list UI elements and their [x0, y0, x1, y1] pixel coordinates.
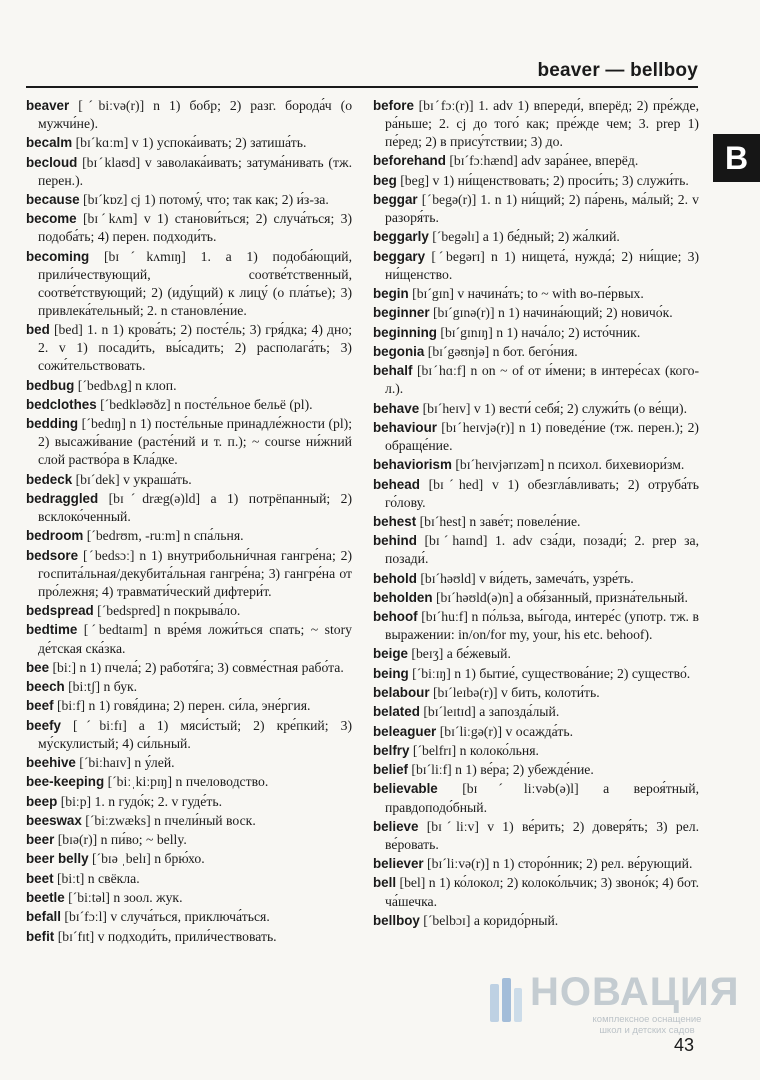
- dictionary-entry: [26, 889, 352, 907]
- entry-headword: bedclothes: [26, 397, 97, 412]
- entry-transcription: [ˊbedtaɪm]: [83, 622, 148, 638]
- entry-definition: v бить, колоти́ть.: [501, 685, 600, 701]
- dictionary-entry: [26, 678, 352, 696]
- entry-transcription: [bɪˊfɔː(r)]: [418, 98, 474, 113]
- entry-definition: 1. adv 1) впереди́, вперёд; 2) пре́жде, ра́ньше; 2. cj до того́ как; пре́жде чем; 3. prep 1) пе́ред; 2) в прису́тствии; 3) до.: [385, 98, 700, 150]
- dictionary-entry: [26, 697, 352, 715]
- entry-headword: befit: [26, 928, 55, 944]
- right-column: [373, 97, 699, 931]
- dictionary-entry: [26, 621, 352, 657]
- entry-headword: beefy: [26, 717, 61, 733]
- dictionary-entry: [26, 97, 352, 133]
- entry-definition: n брю́хо.: [154, 851, 205, 867]
- entry-transcription: [bɪˊleɪtɪd]: [423, 704, 476, 720]
- entry-transcription: [bɪˊliːf]: [411, 762, 452, 778]
- dictionary-entry: [26, 602, 352, 620]
- watermark-tagline: [532, 1014, 760, 1036]
- entry-transcription: [biː]: [52, 659, 77, 675]
- watermark: [480, 972, 760, 1060]
- entry-transcription: [bɪˊhɑːf]: [417, 363, 466, 379]
- entry-definition: v 1) успока́ивать; 2) затиша́ть.: [131, 135, 307, 151]
- entry-definition: a коридо́рный.: [473, 912, 559, 928]
- entry-transcription: [bɪˊgɪnə(r)]: [432, 305, 495, 321]
- dictionary-entry: [26, 321, 352, 375]
- entry-headword: beer belly: [26, 851, 89, 867]
- entry-definition: v случа́ться, приключа́ться.: [110, 909, 270, 925]
- entry-definition: n покрыва́ло.: [163, 603, 241, 619]
- dictionary-entry: [26, 659, 352, 677]
- entry-definition: adv зара́нее, вперёд.: [521, 153, 639, 169]
- entry-definition: 1. adv сза́ди, позади́; 2. prep за, позади́.: [385, 533, 700, 567]
- entry-definition: n on ~ of от и́мени; в интере́сах (кого-л.).: [385, 363, 700, 397]
- entry-definition: v 1) ни́щенствовать; 2) проси́ть; 3) служи́ть.: [432, 172, 689, 188]
- entry-headword: bedding: [26, 416, 79, 432]
- entry-definition: n клоп.: [135, 377, 177, 393]
- entry-transcription: [bɪˊkʌm]: [82, 211, 138, 227]
- watermark-line-1: комплексное оснащение: [592, 1014, 702, 1025]
- entry-definition: n бук.: [103, 679, 138, 695]
- entry-headword: behalf: [373, 363, 413, 379]
- entry-headword: beeswax: [26, 812, 82, 828]
- entry-transcription: [ˊbiːˌkiːpɪŋ]: [107, 774, 173, 790]
- entry-transcription: [ˊbelfrɪ]: [412, 742, 457, 758]
- dictionary-entry: [373, 608, 699, 644]
- entry-transcription: [ˊbelbɔɪ]: [423, 912, 471, 928]
- dictionary-entry: [26, 812, 352, 830]
- dictionary-entry: [373, 324, 699, 342]
- dictionary-entry: [373, 343, 699, 361]
- entry-definition: n 1) сторо́нник; 2) рел. ве́рующий.: [492, 856, 693, 872]
- entry-definition: 1. n гудо́к; 2. v гуде́ть.: [94, 793, 222, 809]
- entry-headword: beggarly: [373, 229, 429, 245]
- entry-headword: become: [26, 211, 77, 227]
- entry-headword: bedsore: [26, 547, 79, 563]
- entry-headword: before: [373, 98, 414, 113]
- entry-transcription: [ˊbiːhaɪv]: [79, 755, 131, 771]
- watermark-line-2: школ и детских садов: [599, 1025, 695, 1036]
- entry-headword: becoming: [26, 248, 90, 264]
- dictionary-entry: [26, 377, 352, 395]
- dictionary-entry: [26, 773, 352, 791]
- entry-transcription: [bɪə(r)]: [57, 832, 98, 848]
- entry-transcription: [bɪˊhest]: [419, 513, 466, 529]
- entry-definition: a 1) потрёпанный; 2) всклоко́ченный.: [38, 491, 352, 525]
- entry-headword: bedeck: [26, 471, 73, 487]
- entry-headword: beggar: [373, 192, 418, 208]
- dictionary-entry: [26, 210, 352, 246]
- entry-definition: n психол. бихевиори́зм.: [547, 457, 685, 473]
- entry-headword: bedspread: [26, 603, 94, 619]
- entry-definition: n пчели́ный воск.: [154, 812, 256, 828]
- entry-transcription: [ˊbedsɔː]: [82, 547, 135, 563]
- entry-headword: believable: [373, 781, 438, 797]
- dictionary-entry: [26, 908, 352, 926]
- dictionary-entry: [373, 419, 699, 455]
- entry-transcription: [bɪˊliːgə(r)]: [439, 723, 503, 739]
- entry-headword: belfry: [373, 742, 410, 758]
- dictionary-entry: [373, 285, 699, 303]
- page-number: 43: [673, 1035, 694, 1055]
- entry-transcription: [bɪˊdræg(ə)ld]: [108, 491, 201, 507]
- dictionary-entry: [373, 780, 699, 816]
- entry-transcription: [bɪˊleɪbə(r)]: [432, 685, 498, 701]
- entry-headword: beleaguer: [373, 723, 437, 739]
- dictionary-entry: [373, 456, 699, 474]
- entry-transcription: [ˊbegəlɪ]: [432, 229, 480, 245]
- entry-headword: bellboy: [373, 912, 420, 928]
- entry-transcription: [ˊbegə(r)]: [421, 192, 477, 208]
- entry-transcription: [bɪˊkɑːm]: [75, 135, 129, 151]
- entry-transcription: [bɪˊhaɪnd]: [424, 533, 488, 549]
- entry-headword: beef: [26, 698, 54, 714]
- entry-transcription: [bɪˊgəʊnjə]: [427, 343, 490, 359]
- entry-definition: n свёкла.: [87, 870, 140, 886]
- entry-definition: a запозда́лый.: [479, 704, 560, 720]
- entry-transcription: [bɪˊfɔːhænd]: [449, 153, 518, 169]
- entry-headword: beep: [26, 793, 58, 809]
- entry-definition: a обя́занный, призна́тельный.: [516, 589, 688, 605]
- entry-transcription: [ˊbiːzwæks]: [85, 812, 151, 828]
- entry-definition: n посте́льное бельё (pl).: [174, 397, 313, 412]
- entry-definition: v ви́деть, замеча́ть, узре́ть.: [479, 570, 634, 586]
- entry-definition: n у́лей.: [134, 755, 175, 771]
- entry-definition: n 1) ко́локол; 2) колоко́льчик; 3) звоно́к; 4) бот. ча́шечка.: [385, 875, 700, 909]
- entry-transcription: [bɪˊheɪvjərɪzəm]: [455, 457, 545, 473]
- dictionary-entry: [373, 152, 699, 170]
- dictionary-entry: [373, 228, 699, 246]
- entry-headword: bee-keeping: [26, 774, 105, 790]
- entry-headword: behead: [373, 476, 420, 492]
- entry-transcription: [bed]: [53, 322, 83, 338]
- entry-definition: n 1) нищета́, нужда́; 2) ни́щие; 3) ни́щенство.: [385, 248, 700, 282]
- entry-headword: beetle: [26, 890, 65, 905]
- entry-definition: n пи́во; ~ belly.: [100, 832, 187, 848]
- dictionary-entry: [26, 717, 352, 753]
- dictionary-entry: [26, 754, 352, 772]
- dictionary-entry: [373, 97, 699, 151]
- entry-definition: v украша́ть.: [123, 471, 192, 487]
- entry-headword: behave: [373, 400, 420, 416]
- entry-headword: behind: [373, 533, 417, 549]
- dictionary-entry: [373, 362, 699, 398]
- entry-definition: n зоол. жук.: [113, 890, 183, 905]
- dictionary-entry: [373, 191, 699, 227]
- dictionary-entry: [26, 928, 352, 946]
- dictionary-entry: [26, 396, 352, 414]
- entry-definition: v 1) обезгла́вливать; 2) отруба́ть го́лову.: [385, 476, 699, 510]
- entry-transcription: [biːtʃ]: [68, 679, 101, 695]
- entry-definition: n 1) посте́льные принадле́жности (pl); 2) высажи́вание (расте́ний и т. п.); ~ course ни́жний слой раство́ра в Кла́дке.: [38, 416, 353, 468]
- entry-definition: a вероя́тный, правдоподо́бный.: [385, 781, 699, 815]
- dictionary-entry: [26, 831, 352, 849]
- entry-transcription: [beɪʒ]: [411, 646, 444, 662]
- entry-transcription: [bɪˊdek]: [75, 471, 120, 487]
- entry-definition: n 1) пчела́; 2) работя́га; 3) совме́стная рабо́та.: [79, 659, 344, 675]
- entry-headword: bedbug: [26, 377, 75, 393]
- entry-transcription: [bɪˊkʌmɪŋ]: [104, 248, 186, 264]
- entry-definition: n колоко́льня.: [459, 742, 539, 758]
- running-head: beaver — bellboy: [537, 60, 698, 81]
- entry-transcription: [bɪˊliːvə(r)]: [427, 856, 490, 872]
- dictionary-entry: [373, 304, 699, 322]
- entry-definition: a 1) бе́дный; 2) жа́лкий.: [482, 229, 620, 245]
- entry-definition: v подходи́ть, прили́чествовать.: [97, 928, 277, 944]
- entry-headword: behoof: [373, 609, 418, 625]
- entry-definition: v осажда́ть.: [505, 723, 573, 739]
- entry-headword: believe: [373, 818, 419, 834]
- entry-transcription: [ˊbegərɪ]: [431, 248, 485, 264]
- dictionary-entry: [373, 912, 699, 930]
- dictionary-entry: [373, 172, 699, 190]
- dictionary-entry: [373, 400, 699, 418]
- entry-definition: n бот. бего́ния.: [492, 343, 578, 359]
- entry-transcription: [bɪˊliːv]: [426, 818, 479, 834]
- entry-transcription: [biːp]: [60, 793, 92, 809]
- entry-headword: beer: [26, 832, 55, 848]
- dictionary-entry: [373, 476, 699, 512]
- entry-definition: n 1) нача́ло; 2) исто́чник.: [496, 324, 641, 340]
- dictionary-entry: [373, 761, 699, 779]
- entry-definition: n 1) поведе́ние (тж. перен.); 2) обраще́ние.: [385, 419, 699, 453]
- entry-headword: beforehand: [373, 153, 446, 169]
- entry-transcription: [biːf]: [56, 698, 86, 714]
- entry-transcription: [bɪˊliːvəb(ə)l]: [462, 781, 579, 797]
- entry-transcription: [bɪˊheɪv]: [422, 400, 471, 416]
- dictionary-entry: [26, 527, 352, 545]
- entry-transcription: [ˊbedrʊm, -ruːm]: [86, 528, 181, 544]
- dictionary-entry: [373, 855, 699, 873]
- entry-definition: v заволака́ивать; затума́нивать (тж. перен.).: [38, 154, 352, 188]
- entry-headword: begin: [373, 286, 409, 302]
- entry-transcription: [beg]: [400, 172, 430, 188]
- entry-headword: bedroom: [26, 528, 84, 544]
- dictionary-entry: [26, 870, 352, 888]
- dictionary-entry: [373, 818, 699, 854]
- entry-definition: n 1) бытие́, существова́ние; 2) существо́.: [454, 665, 691, 681]
- entry-definition: 1. n 1) ни́щий; 2) па́рень, ма́лый; 2. v разоря́ть.: [385, 192, 699, 226]
- entry-headword: belated: [373, 704, 420, 720]
- entry-transcription: [biːt]: [56, 870, 85, 886]
- entry-transcription: [bɪˊkɒz]: [83, 192, 128, 208]
- dictionary-entry: [26, 471, 352, 489]
- dictionary-entry: [26, 248, 352, 320]
- entry-transcription: [ˊbedspred]: [97, 603, 161, 619]
- entry-headword: beginning: [373, 324, 437, 340]
- entry-transcription: [bɪˊhuːf]: [421, 609, 468, 625]
- entry-headword: bell: [373, 875, 397, 891]
- entry-transcription: [bɪˊheɪvjə(r)]: [441, 419, 515, 435]
- entry-headword: begonia: [373, 343, 425, 359]
- page-header: [26, 58, 698, 86]
- entry-definition: n 1) внутрибольни́чная гангре́на; 2) госпита́льная/декубита́льная гангре́на; 3) гангре́на от про́лежня; 4) травмати́ческий дифтери́т.: [38, 547, 353, 599]
- entry-definition: n заве́т; повеле́ние.: [469, 513, 581, 529]
- entry-definition: n вре́мя ложи́ться спать; ~ story де́тская ска́зка.: [38, 622, 353, 656]
- entry-definition: v 1) станови́ться; 2) случа́ться; 3) подоба́ть; 4) перен. подходи́ть.: [38, 211, 353, 245]
- dictionary-entry: [373, 532, 699, 568]
- entry-transcription: [ˊbiːfɪ]: [73, 717, 127, 733]
- entry-headword: belief: [373, 762, 408, 778]
- entry-definition: a 1) мяси́стый; 2) кре́пкий; 3) му́скулистый; 4) си́льный.: [38, 717, 353, 751]
- entry-headword: believer: [373, 856, 424, 872]
- dictionary-entry: [373, 248, 699, 284]
- entry-headword: behaviour: [373, 419, 437, 435]
- entry-headword: belabour: [373, 685, 430, 701]
- dictionary-entry: [26, 134, 352, 152]
- entry-headword: because: [26, 192, 80, 208]
- entry-transcription: [ˊbedkləʊðz]: [100, 397, 171, 412]
- entry-headword: beige: [373, 646, 408, 662]
- entry-transcription: [bɪˊgɪnɪŋ]: [440, 324, 493, 340]
- dictionary-entry: [373, 589, 699, 607]
- entry-definition: 1. a 1) подоба́ющий, прили́чествующий, соотве́тственный, соотве́тствующий; 2) (иду́щий) к лицу́ (о пла́тье); 3) привлека́тельный; 2. n становле́ние.: [38, 248, 353, 318]
- entry-headword: beet: [26, 870, 54, 886]
- entry-transcription: [bɪˊfɪt]: [57, 928, 95, 944]
- entry-transcription: [ˊbedbʌg]: [77, 377, 132, 393]
- entry-headword: beginner: [373, 305, 430, 321]
- entry-headword: bed: [26, 322, 50, 338]
- entry-transcription: [ˊbedɪŋ]: [81, 416, 126, 432]
- entry-definition: n пчеловодство.: [175, 774, 269, 790]
- entry-headword: behold: [373, 570, 417, 586]
- entry-headword: being: [373, 665, 409, 681]
- entry-headword: bedtime: [26, 622, 78, 638]
- entry-definition: n по́льза, вы́года, интере́с (употр. тж. в выражении: in/on/for my, your, his etc. behoof).: [385, 609, 700, 643]
- header-rule: [26, 86, 698, 88]
- entry-definition: n спа́льня.: [183, 528, 244, 544]
- watermark-name: НОВАЦИЯ: [530, 970, 740, 1014]
- dictionary-entry: [373, 742, 699, 760]
- entry-headword: beholden: [373, 589, 433, 605]
- dictionary-entry: [26, 191, 352, 209]
- entry-headword: beggary: [373, 248, 426, 264]
- entry-definition: v 1) вести́ себя́; 2) служи́ть (о ве́щи).: [473, 400, 687, 416]
- dictionary-entry: [26, 490, 352, 526]
- entry-transcription: [ˊbɪə ˌbelɪ]: [91, 851, 151, 867]
- dictionary-entry: [373, 684, 699, 702]
- dictionary-entry: [26, 793, 352, 811]
- left-column: [26, 97, 352, 947]
- entry-definition: n 1) говя́дина; 2) перен. си́ла, эне́ргия.: [88, 698, 311, 714]
- entry-headword: becloud: [26, 154, 78, 170]
- entry-headword: bedraggled: [26, 491, 99, 507]
- entry-headword: befall: [26, 909, 61, 925]
- watermark-logo-icon: [488, 974, 524, 1026]
- entry-transcription: [ˊbiːtəl]: [68, 890, 110, 905]
- entry-transcription: [bɪˊfɔːl]: [64, 909, 107, 925]
- dictionary-entry: [373, 703, 699, 721]
- entry-headword: beaver: [26, 98, 70, 113]
- letter-tab: B: [713, 134, 760, 182]
- entry-headword: beech: [26, 679, 65, 695]
- entry-definition: cj 1) потому́, что; так как; 2) и́з-за.: [130, 192, 329, 208]
- entry-headword: becalm: [26, 135, 73, 151]
- entry-transcription: [bɪˊhəʊld(ə)n]: [435, 589, 514, 605]
- entry-headword: behaviorism: [373, 457, 452, 473]
- dictionary-entry: [373, 665, 699, 683]
- entry-headword: beehive: [26, 755, 76, 771]
- dictionary-entry: [26, 415, 352, 469]
- entry-definition: a бе́жевый.: [446, 646, 511, 662]
- entry-transcription: [bɪˊhəʊld]: [420, 570, 476, 586]
- entry-definition: v 1) ве́рить; 2) доверя́ть; 3) рел. ве́ровать.: [385, 818, 700, 852]
- entry-transcription: [bɪˊgɪn]: [412, 286, 454, 302]
- entry-transcription: [ˊbiːɪŋ]: [412, 665, 451, 681]
- dictionary-entry: [26, 154, 352, 190]
- dictionary-entry: [373, 874, 699, 910]
- dictionary-entry: [373, 513, 699, 531]
- dictionary-entry: [373, 570, 699, 588]
- entry-headword: beg: [373, 172, 397, 188]
- dictionary-entry: [26, 850, 352, 868]
- entry-definition: v начина́ть; to ~ with во-пе́рвых.: [457, 286, 644, 302]
- entry-definition: 1. n 1) крова́ть; 2) посте́ль; 3) гря́дка; 4) дно; 2. v 1) посади́ть, вы́садить; 2) располага́ть; 3) сожи́тельствовать.: [38, 322, 352, 374]
- entry-transcription: [bɪˊklaʊd]: [82, 154, 141, 170]
- entry-definition: n 1) бобр; 2) разг. борода́ч (о мужчи́не).: [38, 98, 353, 132]
- entry-headword: behest: [373, 513, 417, 529]
- dictionary-entry: [373, 723, 699, 741]
- dictionary-entry: [373, 645, 699, 663]
- entry-transcription: [bel]: [399, 875, 426, 891]
- entry-headword: bee: [26, 659, 50, 675]
- entry-transcription: [ˊbiːvə(r)]: [78, 98, 145, 113]
- entry-transcription: [bɪˊhed]: [428, 476, 484, 492]
- entry-definition: n 1) ве́ра; 2) убежде́ние.: [455, 762, 594, 778]
- entry-definition: n 1) начина́ющий; 2) новичо́к.: [497, 305, 673, 321]
- dictionary-entry: [26, 547, 352, 601]
